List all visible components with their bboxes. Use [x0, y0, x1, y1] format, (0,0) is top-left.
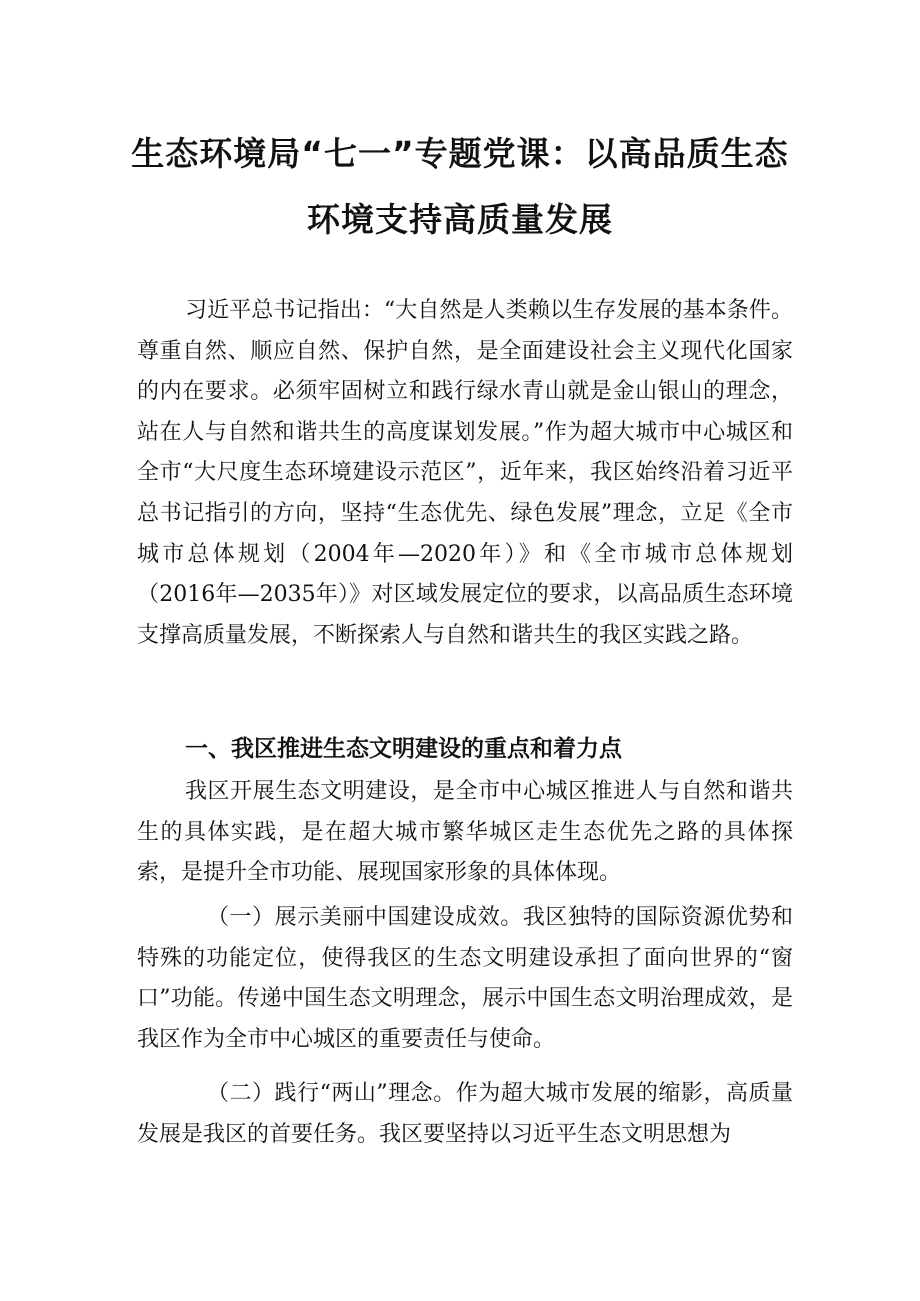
section-heading: 一、我区推进生态文明建设的重点和着力点 [185, 736, 622, 762]
body-paragraph: （一）展示美丽中国建设成效。我区独特的国际资源优势和特殊的功能定位，使得我区的生态文明建设承担了面向世界的“窗口”功能。传递中国生态文明理念，展示中国生态文明治理成效，是我区作为全市中心城区的重要责任与使命。 [137, 905, 793, 1052]
intro-paragraph: 习近平总书记指出：“大自然是人类赖以生存发展的基本条件。尊重自然、顺应自然、保护自然，是全面建设社会主义现代化国家的内在要求。必须牢固树立和践行绿水青山就是金山银山的理念，站在人与自然和谐共生的高度谋划发展。”作为超大城市中心城区和全市“大尺度生态环境建设示范区”，近年来，我区始终沿着习近平总书记指引的方向，坚持“生态优先、绿色发展”理念，立足《全市城市总体规划（2004年—2020年）》和《全市城市总体规划（2016年—2035年）》对区域发展定位的要求，以高品质生态环境支撑高质量发展，不断探索人与自然和谐共生的我区实践之路。 [137, 298, 793, 648]
document-title-line-2: 环境支持高质量发展 [307, 200, 613, 239]
body-paragraph: （二）践行“两山”理念。作为超大城市发展的缩影，高质量发展是我区的首要任务。我区要坚持以习近平生态文明思想为 [137, 1081, 793, 1147]
body-paragraph: 我区开展生态文明建设，是全市中心城区推进人与自然和谐共生的具体实践，是在超大城市繁华城区走生态优先之路的具体探索，是提升全市功能、展现国家形象的具体体现。 [137, 779, 793, 886]
document-title-line-1: 生态环境局“七一”专题党课：以高品质生态 [131, 134, 789, 173]
